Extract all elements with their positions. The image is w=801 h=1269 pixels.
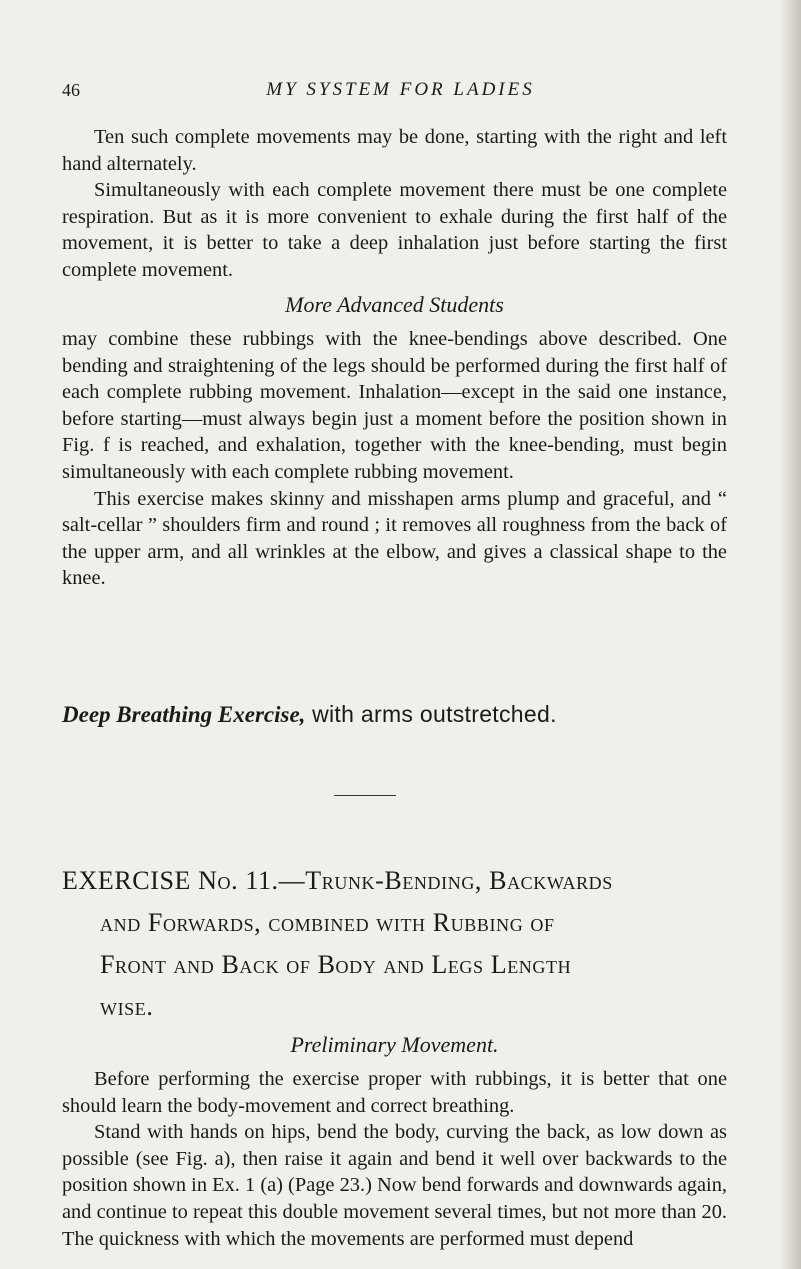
paragraph: Simultaneously with each complete movement there must be one complete respiration. But as it is more convenient to exhale during the first half of the movement, it is better to take a deep inhalation just before starting the first complete movement. [62,179,727,281]
preliminary-text [62,1066,727,1252]
paragraph: Ten such complete movements may be done, starting with the right and left hand alternately. [62,126,727,175]
page-edge-shadow [779,0,801,1269]
advanced-text [62,326,727,592]
subheading-preliminary-movement: Preliminary Movement. [290,1032,499,1057]
deep-breathing-rest: with arms outstretched. [305,701,557,727]
section-divider [334,795,396,796]
exercise-title-line: Front and Back of Body and Legs Length [100,950,572,979]
paragraph: Stand with hands on hips, bend the body, curving the back, as low down as possible (see Fig. a), then raise it again and bend it well over backwards to the position shown in Ex. 1 (a) (Page 23.) Now bend forwards and downwards again, and continue to repeat this double movement several times, but not more than 20. The quickness with which the movements are performed must depend [62,1121,727,1250]
exercise-title-line: wise. [100,992,154,1021]
paragraph: This exercise makes skinny and misshapen arms plump and graceful, and “ salt-cellar ” shoulders firm and round ; it removes all roughness from the back of the upper arm, and all wrinkles at the elbow, and gives a classical shape to the knee. [62,487,727,590]
paragraph: Before performing the exercise proper with rubbings, it is better that one should learn the body-movement and correct breathing. [62,1068,727,1117]
page-number: 46 [62,80,80,100]
exercise-title-line: —Trunk-Bending, Backwards [278,866,613,895]
deep-breathing-heading [62,701,557,728]
exercise-heading [62,860,727,1028]
exercise-number: No. 11. [198,866,279,895]
subheading-advanced-students: More Advanced Students [285,292,504,317]
paragraph: may combine these rubbings with the knee-bendings above described. One bending and straightening of the legs should be performed during the first half of each complete rubbing movement. Inhalation—except in the said one instance, before starting—must always begin just a moment before the position shown in Fig. f is reached, and exhalation, together with the knee-bending, must begin simultaneously with each complete rubbing movement. [62,328,727,483]
page-header [62,80,739,108]
exercise-label: EXERCISE [62,866,192,895]
intro-text [62,124,727,284]
deep-breathing-title: Deep Breathing Exercise, [62,702,306,727]
running-head: MY SYSTEM FOR LADIES [266,79,535,100]
exercise-title-line: and Forwards, combined with Rubbing of [100,908,555,937]
